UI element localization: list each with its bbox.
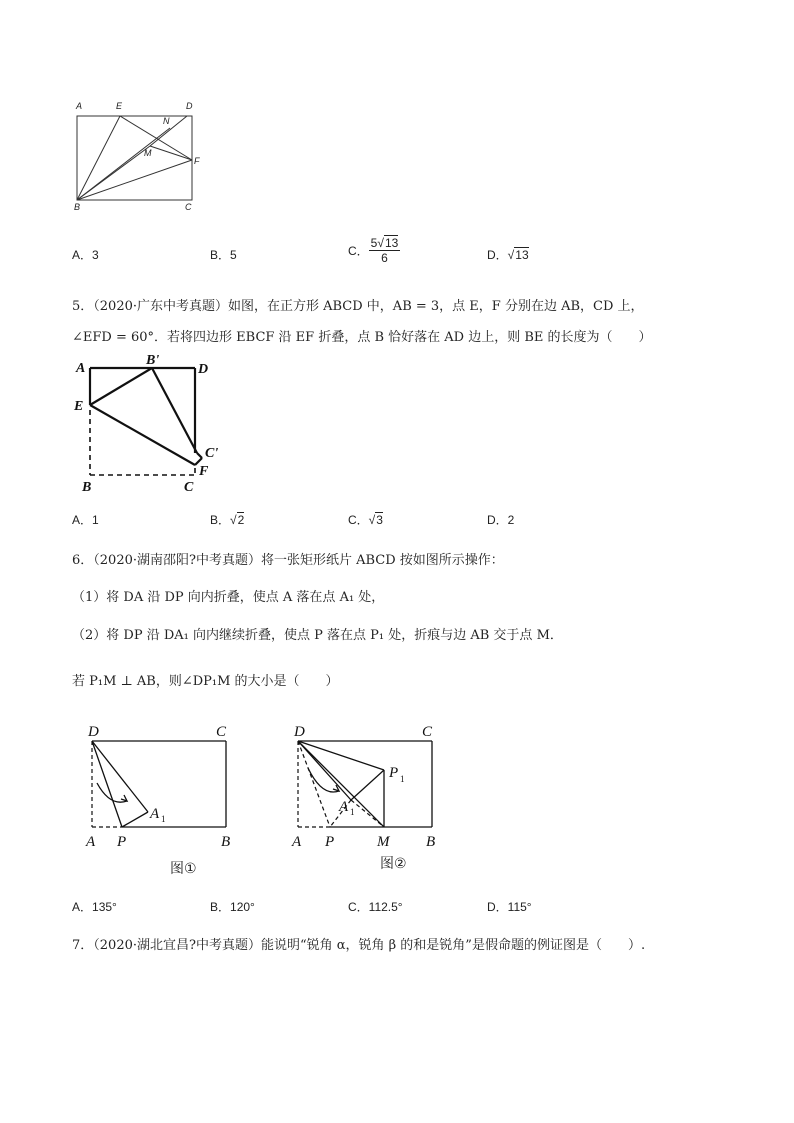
option-letter: A． bbox=[72, 248, 93, 262]
q4-option-b[interactable] bbox=[210, 246, 237, 263]
q6-figure-1 bbox=[80, 715, 250, 890]
q5-label-a: A bbox=[76, 361, 86, 376]
q5-option-a[interactable] bbox=[72, 511, 99, 528]
q6-fig2-label-p: P bbox=[325, 834, 335, 850]
q4-option-c[interactable] bbox=[348, 236, 400, 265]
q6-fig1-label-b: B bbox=[221, 834, 231, 850]
option-letter: B． bbox=[210, 900, 231, 914]
q5-figure bbox=[70, 350, 230, 495]
q5-option-c[interactable]: C．√3 bbox=[348, 513, 383, 527]
option-value: 115° bbox=[507, 900, 532, 914]
q4-option-a[interactable] bbox=[72, 246, 99, 263]
q4-label-n: N bbox=[163, 116, 170, 126]
option-letter: D． bbox=[487, 513, 508, 527]
q6-fig2-label-a: A bbox=[292, 834, 302, 850]
q4-figure bbox=[70, 98, 210, 214]
q6-fig2-label-m: M bbox=[377, 834, 390, 850]
option-radicand: 2 bbox=[237, 513, 245, 527]
option-letter: D． bbox=[487, 900, 508, 914]
fraction-radicand: 13 bbox=[384, 236, 399, 250]
q6-fig2-label-b: B bbox=[426, 834, 436, 850]
q6-fig1-label-a1-sub: 1 bbox=[161, 814, 166, 824]
option-letter: B． bbox=[210, 513, 231, 527]
option-value: 112.5° bbox=[368, 900, 403, 914]
option-value: 3 bbox=[92, 248, 99, 262]
fraction-coefficient: 5 bbox=[370, 236, 378, 250]
option-letter: C． bbox=[348, 900, 369, 914]
q6-fig1-caption: 图① bbox=[170, 861, 197, 877]
option-letter: C． bbox=[348, 513, 369, 527]
q5-option-d[interactable] bbox=[487, 511, 514, 528]
q5-stem-line1: 5．（2020·广东中考真题）如图，在正方形 ABCD 中，AB = 3，点 E，F 分别在边 AB，CD 上， bbox=[72, 299, 644, 314]
q4-label-b: B bbox=[74, 202, 81, 212]
q6-fig2-caption: 图② bbox=[380, 856, 407, 872]
q5-label-b: B bbox=[82, 480, 92, 495]
q6-fig2-label-p1-sub: 1 bbox=[400, 774, 405, 784]
q4-label-d: D bbox=[186, 101, 193, 111]
option-value: 5 bbox=[230, 248, 237, 262]
option-fraction: $\frac{5√13}{6}$ bbox=[370, 236, 399, 265]
option-letter: C． bbox=[348, 244, 369, 258]
q4-label-f: F bbox=[194, 156, 200, 166]
q6-fig1-label-p: P bbox=[117, 834, 127, 850]
q5-option-b[interactable]: B．√2 bbox=[210, 513, 245, 527]
q6-fig2-label-c: C bbox=[422, 724, 433, 740]
option-value: 1 bbox=[92, 513, 99, 527]
q6-option-b[interactable] bbox=[210, 898, 255, 915]
q4-label-e: E bbox=[116, 101, 123, 111]
option-letter: B． bbox=[210, 248, 231, 262]
q6-fig2-label-a1-sub: 1 bbox=[350, 807, 355, 817]
q4-label-m: M bbox=[144, 148, 152, 158]
q6-option-d[interactable] bbox=[487, 898, 532, 915]
q6-option-c[interactable] bbox=[348, 898, 403, 915]
fraction-denominator: 6 bbox=[381, 251, 388, 265]
q7-stem: 7．（2020·湖北宜昌?中考真题）能说明“锐角 α，锐角 β 的和是锐角”是假命题的例证图是（ ）. bbox=[72, 938, 646, 953]
q6-fig2-label-a1: A bbox=[339, 799, 349, 815]
q6-step2: （2）将 DP 沿 DA₁ 向内继续折叠，使点 P 落在点 P₁ 处，折痕与边 AB 交于点 M． bbox=[72, 628, 563, 643]
option-radicand: 3 bbox=[376, 513, 383, 527]
option-radicand: 13 bbox=[515, 248, 529, 262]
q6-fig1-label-c: C bbox=[216, 724, 227, 740]
q5-label-b-prime: B' bbox=[146, 353, 160, 368]
q6-fig2-label-d: D bbox=[294, 724, 305, 740]
option-letter: A． bbox=[72, 513, 93, 527]
option-letter: A． bbox=[72, 900, 93, 914]
q4-option-d[interactable]: D．√13 bbox=[487, 248, 529, 262]
q6-fig1-label-d: D bbox=[88, 724, 99, 740]
q5-stem-line2: ∠EFD = 60°．若将四边形 EBCF 沿 EF 折叠，点 B 恰好落在 AD 边上，则 BE 的长度为（ ） bbox=[72, 330, 652, 345]
q5-label-c: C bbox=[184, 480, 194, 495]
q5-label-d: D bbox=[198, 362, 209, 377]
q6-figure-2 bbox=[288, 715, 458, 890]
q6-fig1-label-a: A bbox=[86, 834, 96, 850]
option-value: 135° bbox=[92, 900, 117, 914]
q5-label-c-prime: C' bbox=[205, 446, 219, 461]
q5-label-f: F bbox=[199, 464, 209, 479]
option-letter: D． bbox=[487, 248, 508, 262]
q6-option-a[interactable] bbox=[72, 898, 117, 915]
q4-label-c: C bbox=[185, 202, 192, 212]
option-value: 120° bbox=[230, 900, 255, 914]
q6-fig1-label-a1: A bbox=[150, 806, 160, 822]
q5-label-e: E bbox=[74, 399, 84, 414]
q6-condition: 若 P₁M ⊥ AB，则∠DP₁M 的大小是（ ） bbox=[72, 674, 339, 689]
q4-label-a: A bbox=[76, 101, 83, 111]
q6-step1: （1）将 DA 沿 DP 向内折叠，使点 A 落在点 A₁ 处， bbox=[72, 590, 385, 605]
q6-fig2-label-p1: P bbox=[389, 765, 399, 781]
option-value: 2 bbox=[507, 513, 515, 527]
q6-stem: 6．（2020·湖南邵阳?中考真题）将一张矩形纸片 ABCD 按如图所示操作： bbox=[72, 553, 504, 568]
